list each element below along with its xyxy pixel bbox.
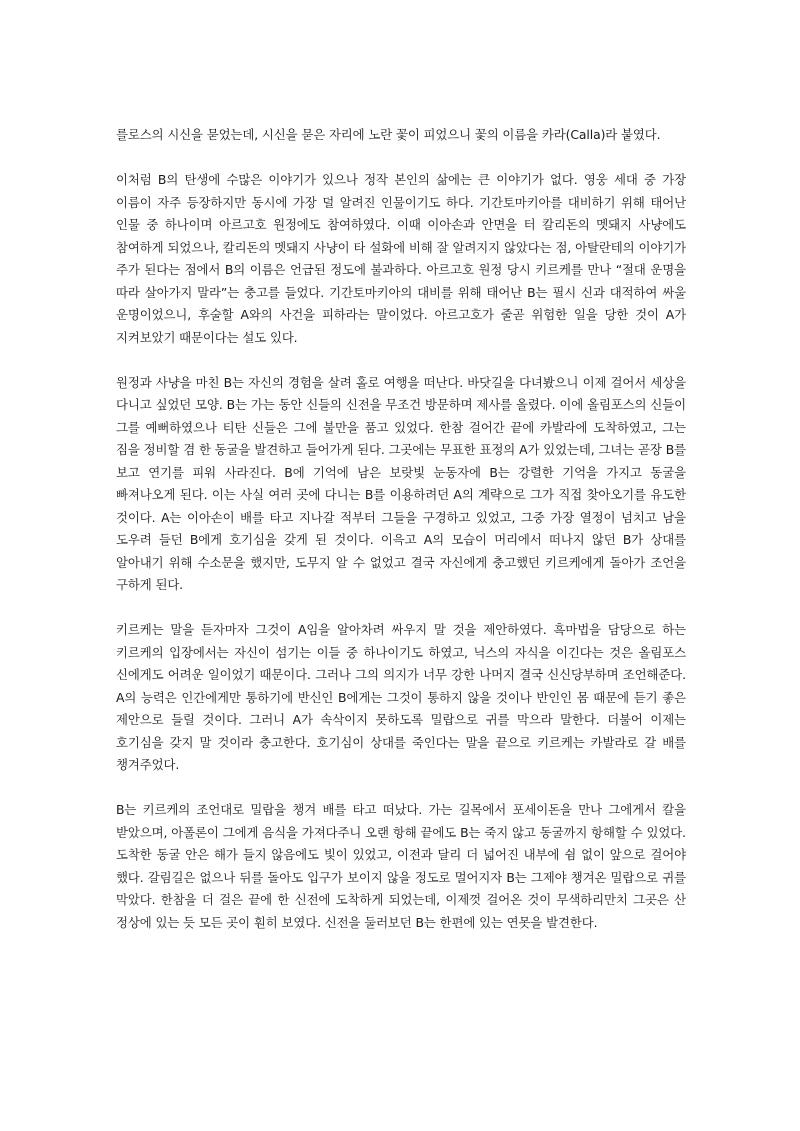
paragraph-1: 를로스의 시신을 묻었는데, 시신을 묻은 자리에 노란 꽃이 피었으니 꽃의 이름을 카라(Calla)라 붙였다.: [116, 127, 661, 142]
paragraph-4: 키르케는 말을 듣자마자 그것이 A임을 알아차려 싸우지 말 것을 제안하였다. 흑마법을 담당으로 하는 키르케의 입장에서는 자신이 섬기는 이들 중 하나이기도 하였고, 닉스의 자식을 이긴다는 것은 올림포스 신에게도 어려운 일이었기 때문이다. 그러나 그의 의지가 너무 강한 나머지 결국 신신당부하며 조언해준다. A의 능력은 인간에게만 통하기에 반신인 B에게는 그것이 통하지 않을 것이나 반인인 몸 때문에 듣기 좋은 제안으로 들릴 것이다. 그러니 A가 속삭이지 못하도록 밀랍으로 귀를 막으라 말한다. 더불어 이제는 호기심을 갖지 말 것이라 충고한다. 호기심이 상대를 죽인다는 말을 끝으로 키르케는 카발라로 갈 배를 챙겨주었다.: [116, 622, 686, 772]
paragraph-5: B는 키르케의 조언대로 밀랍을 챙겨 배를 타고 떠났다. 가는 길목에서 포세이돈을 만나 그에게서 칼을 받았으며, 아폴론이 그에게 음식을 가져다주니 오랜 항해 끝에도 B는 죽지 않고 동굴까지 항해할 수 있었다. 도착한 동굴 안은 해가 들지 않음에도 빛이 있었고, 이전과 달리 더 넓어진 내부에 쉼 없이 앞으로 걸어야 했다. 갈림길은 없으나 뒤를 돌아도 입구가 보이지 않을 정도로 멀어지자 B는 그제야 챙겨온 밀랍으로 귀를 막았다. 한참을 더 걸은 끝에 한 신전에 도착하게 되었는데, 이제껏 걸어온 것이 무색하리만치 그곳은 산 정상에 있는 듯 모든 곳이 훤히 보였다. 신전을 둘러보던 B는 한편에 있는 연못을 발견한다.: [116, 802, 686, 930]
paragraph-3: 원정과 사냥을 마친 B는 자신의 경험을 살려 홀로 여행을 떠난다. 바닷길을 다녀봤으니 이제 걸어서 세상을 다니고 싶었던 모양. B는 가는 동안 신들의 신전을 무조건 방문하며 제사를 올렸다. 이에 올림포스의 신들이 그를 예뻐하였으나 티탄 신들은 그에 불만을 품고 있었다. 한참 걸어간 끝에 카발라에 도착하였고, 그는 짐을 정비할 겸 한 동굴을 발견하고 들어가게 된다. 그곳에는 무표한 표정의 A가 있었는데, 그녀는 곧장 B를 보고 연기를 피워 사라진다. B에 기억에 남은 보랏빛 눈동자에 B는 강렬한 기억을 가지고 동굴을 빠져나오게 된다. 이는 사실 여러 곳에 다니는 B를 이용하려던 A의 계략으로 그가 직접 찾아오기를 유도한 것이다. A는 이아손이 배를 타고 지나갈 적부터 그들을 구경하고 있었고, 그중 가장 열정이 넘치고 남을 도우려 들던 B에게 호기심을 갖게 된 것이다. 이윽고 A의 모습이 머리에서 떠나지 않던 B가 상대를 알아내기 위해 수소문을 했지만, 도무지 알 수 없었고 결국 자신에게 충고했던 키르케에게 돌아가 조언을 구하게 된다.: [116, 374, 686, 592]
paragraph-2: 이처럼 B의 탄생에 수많은 이야기가 있으나 정작 본인의 삶에는 큰 이야기가 없다. 영웅 세대 중 가장 이름이 자주 등장하지만 동시에 가장 덜 알려진 인물이기도 하다. 기간토마키아를 대비하기 위해 태어난 인물 중 하나이며 아르고호 원정에도 참여하였다. 이때 이아손과 안면을 터 칼리돈의 멧돼지 사냥에도 참여하게 되었으나, 칼리돈의 멧돼지 사냥이 타 설화에 비해 잘 알려지지 않았다는 점, 아탈란테의 이야기가 주가 된다는 점에서 B의 이름은 언급된 정도에 불과하다. 아르고호 원정 당시 키르케를 만나 “절대 운명을 따라 살아가지 말라”는 충고를 들었다. 기간토마키아의 대비를 위해 태어난 B는 필시 신과 대적하여 싸울 운명이었으니, 후술할 A와의 사건을 피하라는 말이었다. 아르고호가 줄곧 위험한 일을 당한 것이 A가 지켜보았기 때문이다는 설도 있다.: [116, 172, 686, 345]
document-page: [116, 124, 686, 957]
